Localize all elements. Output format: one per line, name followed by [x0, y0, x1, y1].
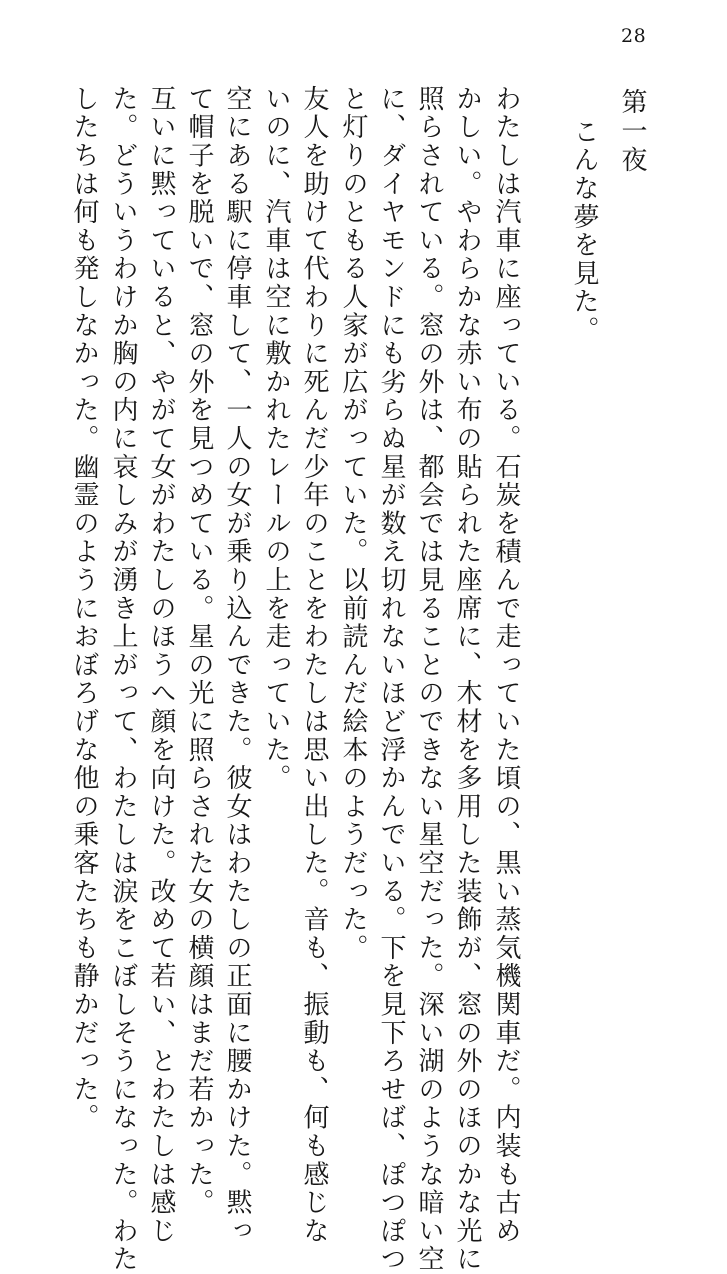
body-line-4: 照らされている。窓の外は、都会では見ることのできない星空だった。深い湖のような暗い空 — [414, 85, 444, 1274]
body-line-12: た。どういうわけか胸の内に哀しみが湧き上がって、わたしは涙をこぼしそうになった。わた — [108, 85, 138, 1274]
body-line-13: したちは何も発しなかった。幽霊のようにおぼろげな他の乗客たちも静かだった。 — [69, 85, 99, 1133]
body-line-7: 友人を助けて代わりに死んだ少年のことをわたしは思い出した。音も、振動も、何も感じな — [299, 85, 329, 1246]
body-line-3: かしい。やわらかな赤い布の貼られた座席に、木材を多用した装飾が、窓の外のほのかな光に — [452, 85, 482, 1274]
chapter-title: 第一夜 — [617, 88, 647, 175]
body-line-10: て帽子を脱いで、窓の外を見つめている。星の光に照らされた女の横顔はまだ若かった。 — [184, 85, 214, 1217]
body-line-5: に、ダイヤモンドにも劣らぬ星が数え切れないほど浮かんでいる。下を見下ろせば、ぽつぽつ — [376, 85, 406, 1274]
body-line-8: いのに、汽車は空に敷かれたレールの上を走っていた。 — [261, 85, 291, 793]
page-number: 28 — [621, 25, 647, 47]
body-line-9: 空にある駅に停車して、一人の女が乗り込んできた。彼女はわたしの正面に腰かけた。黙っ — [222, 85, 252, 1246]
body-line-1: こんな夢を見た。 — [569, 118, 599, 345]
body-line-6: と灯りのともる人家が広がっていた。以前読んだ絵本のようだった。 — [338, 85, 368, 963]
body-line-11: 互いに黙っていると、やがて女がわたしのほうへ顔を向けた。改めて若い、とわたしは感じ — [146, 85, 176, 1246]
body-line-2: わたしは汽車に座っている。石炭を積んで走っていた頃の、黒い蒸気機関車だ。内装も古め — [491, 85, 521, 1246]
